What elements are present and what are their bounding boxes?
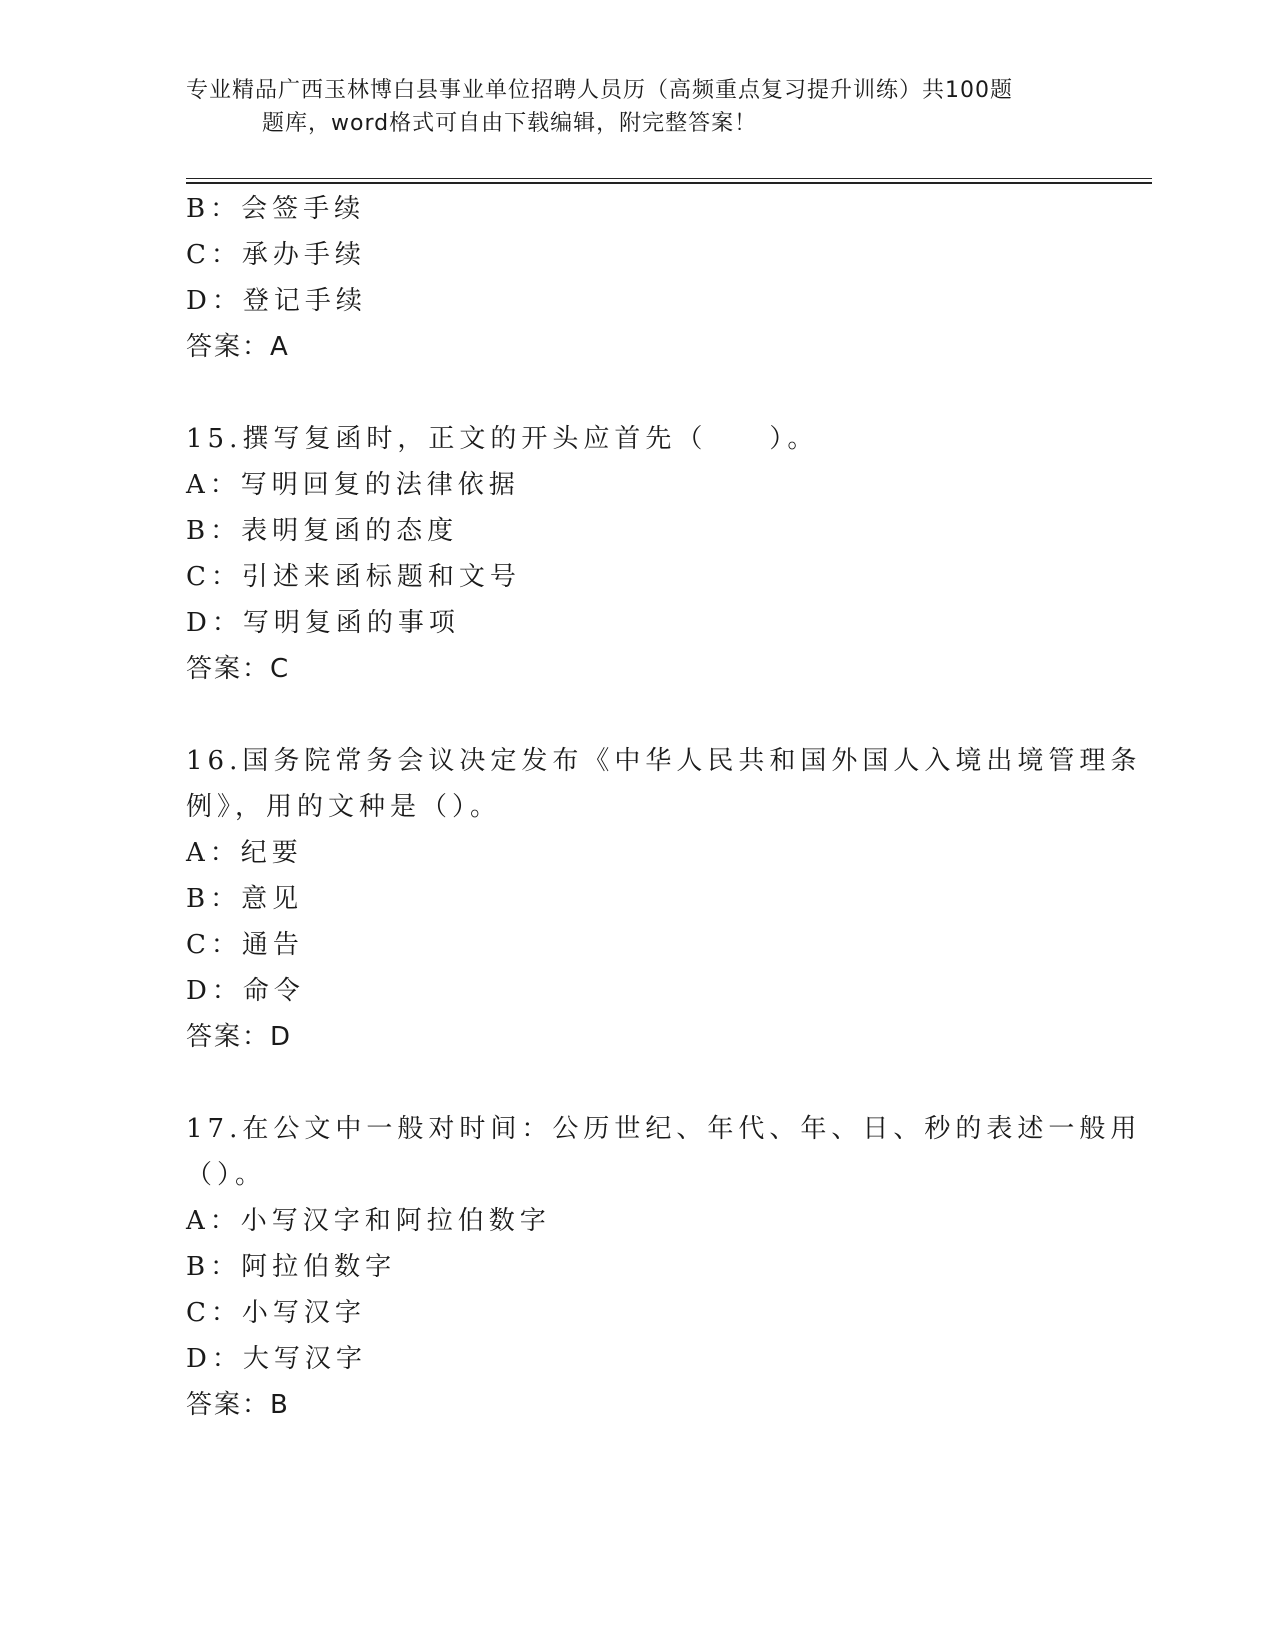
question-text-line1: 17.在公文中一般对时间：公历世纪、年代、年、日、秒的表述一般用 — [186, 1114, 1142, 1144]
answer: 答案：C — [186, 654, 291, 684]
option-d: D：写明复函的事项 — [186, 608, 460, 638]
option-c: C：引述来函标题和文号 — [186, 562, 521, 592]
header-rule-thick — [186, 182, 1152, 184]
option-c: C：承办手续 — [186, 240, 366, 270]
option-b: B：阿拉伯数字 — [186, 1252, 397, 1282]
option-a: A：写明回复的法律依据 — [186, 470, 520, 500]
header-title-line1: 专业精品广西玉林博白县事业单位招聘人员历（高频重点复习提升训练）共100题 — [186, 78, 1013, 103]
question-15 — [186, 416, 1086, 692]
header-title-line2: 题库，word格式可自由下载编辑，附完整答案！ — [262, 111, 758, 136]
question-text-line1: 16.国务院常务会议决定发布《中华人民共和国外国人入境出境管理条 — [186, 746, 1142, 776]
option-c: C：小写汉字 — [186, 1298, 366, 1328]
option-c: C：通告 — [186, 930, 304, 960]
question-14-tail — [186, 186, 1086, 370]
option-d: D：命令 — [186, 976, 305, 1006]
question-17 — [186, 1106, 1142, 1428]
answer: 答案：A — [186, 332, 290, 362]
question-text-line2: （）。 — [186, 1160, 267, 1190]
question-16 — [186, 738, 1142, 1060]
option-b: B：表明复函的态度 — [186, 516, 459, 546]
option-d: D：大写汉字 — [186, 1344, 367, 1374]
document-header — [186, 74, 1086, 140]
answer: 答案：D — [186, 1022, 293, 1052]
option-b: B：会签手续 — [186, 194, 366, 224]
option-a: A：小写汉字和阿拉伯数字 — [186, 1206, 551, 1236]
option-a: A：纪要 — [186, 838, 303, 868]
answer: 答案：B — [186, 1390, 290, 1420]
option-d: D：登记手续 — [186, 286, 367, 316]
question-text: 15.撰写复函时，正文的开头应首先（ ）。 — [186, 424, 819, 454]
option-b: B：意见 — [186, 884, 304, 914]
header-rule-thin — [186, 178, 1152, 179]
question-content — [186, 186, 1142, 1428]
question-text-line2: 例》，用的文种是（）。 — [186, 792, 502, 822]
